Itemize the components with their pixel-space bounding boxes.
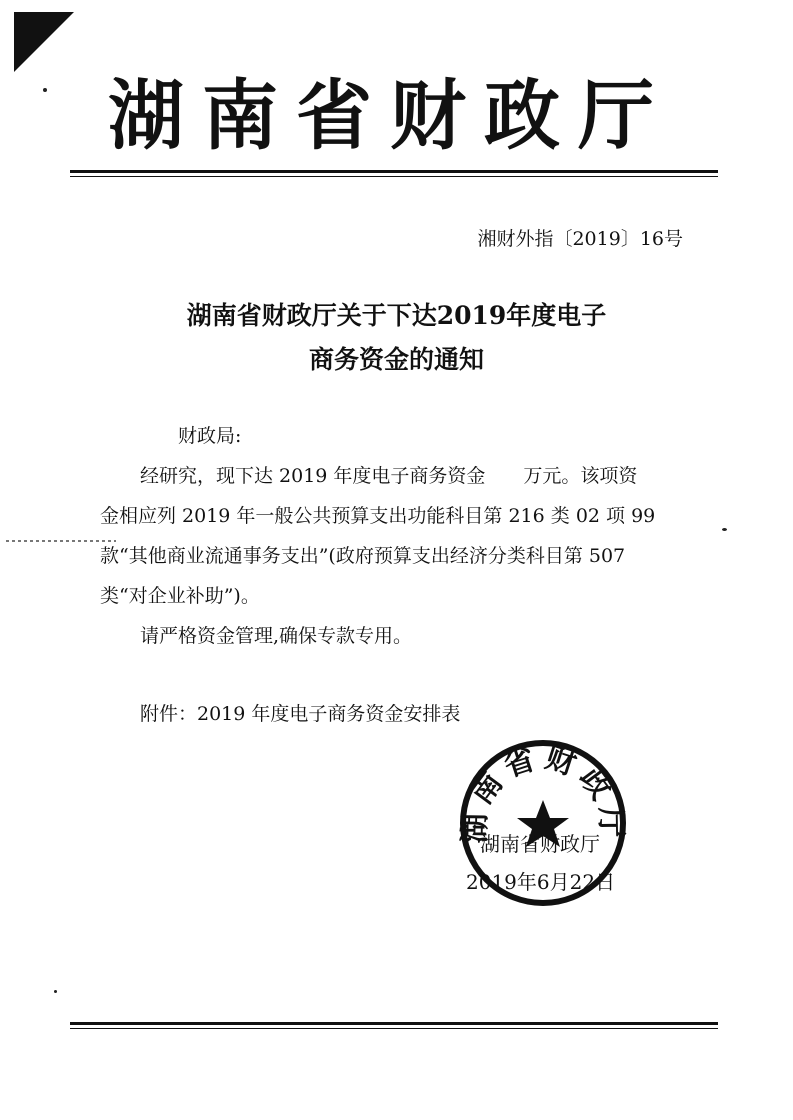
document-title-line1: 湖南省财政厅关于下达2019年度电子 <box>186 301 607 330</box>
header-rule-thick <box>70 170 718 173</box>
addressee: 财政局: <box>178 425 242 447</box>
scan-speck <box>54 990 57 993</box>
footer-rule-thick <box>70 1022 718 1025</box>
paragraph-1-line-1: 经研究，现下达 2019 年度电子商务资金 万元。该项资 <box>140 465 638 487</box>
paragraph-1-line-3: 款“其他商业流通事务支出”(政府预算支出经济分类科目第 507 <box>100 545 626 567</box>
scan-artifact-line <box>6 540 116 542</box>
paragraph-2: 请严格资金管理,确保专款专用。 <box>140 625 413 647</box>
attachment-line: 附件：2019 年度电子商务资金安排表 <box>140 703 461 725</box>
seal-text: 湖南省财政厅 <box>458 740 628 844</box>
scan-speck <box>43 88 47 92</box>
signature-date: 2019年6月22日 <box>466 870 616 894</box>
header-rule-thin <box>70 176 718 177</box>
corner-mark <box>14 12 74 72</box>
footer-rule-thin <box>70 1028 718 1029</box>
paragraph-1-line-4: 类“对企业补助”)。 <box>100 585 260 607</box>
document-number: 湘财外指〔2019〕16号 <box>477 228 683 250</box>
document-title-line2: 商务资金的通知 <box>308 345 484 374</box>
scan-speck <box>722 528 727 531</box>
org-header-title: 湖南省财政厅 <box>108 71 672 160</box>
signature-org: 湖南省财政厅 <box>480 832 600 856</box>
paragraph-1-line-2: 金相应列 2019 年一般公共预算支出功能科目第 216 类 02 项 99 <box>100 505 656 527</box>
